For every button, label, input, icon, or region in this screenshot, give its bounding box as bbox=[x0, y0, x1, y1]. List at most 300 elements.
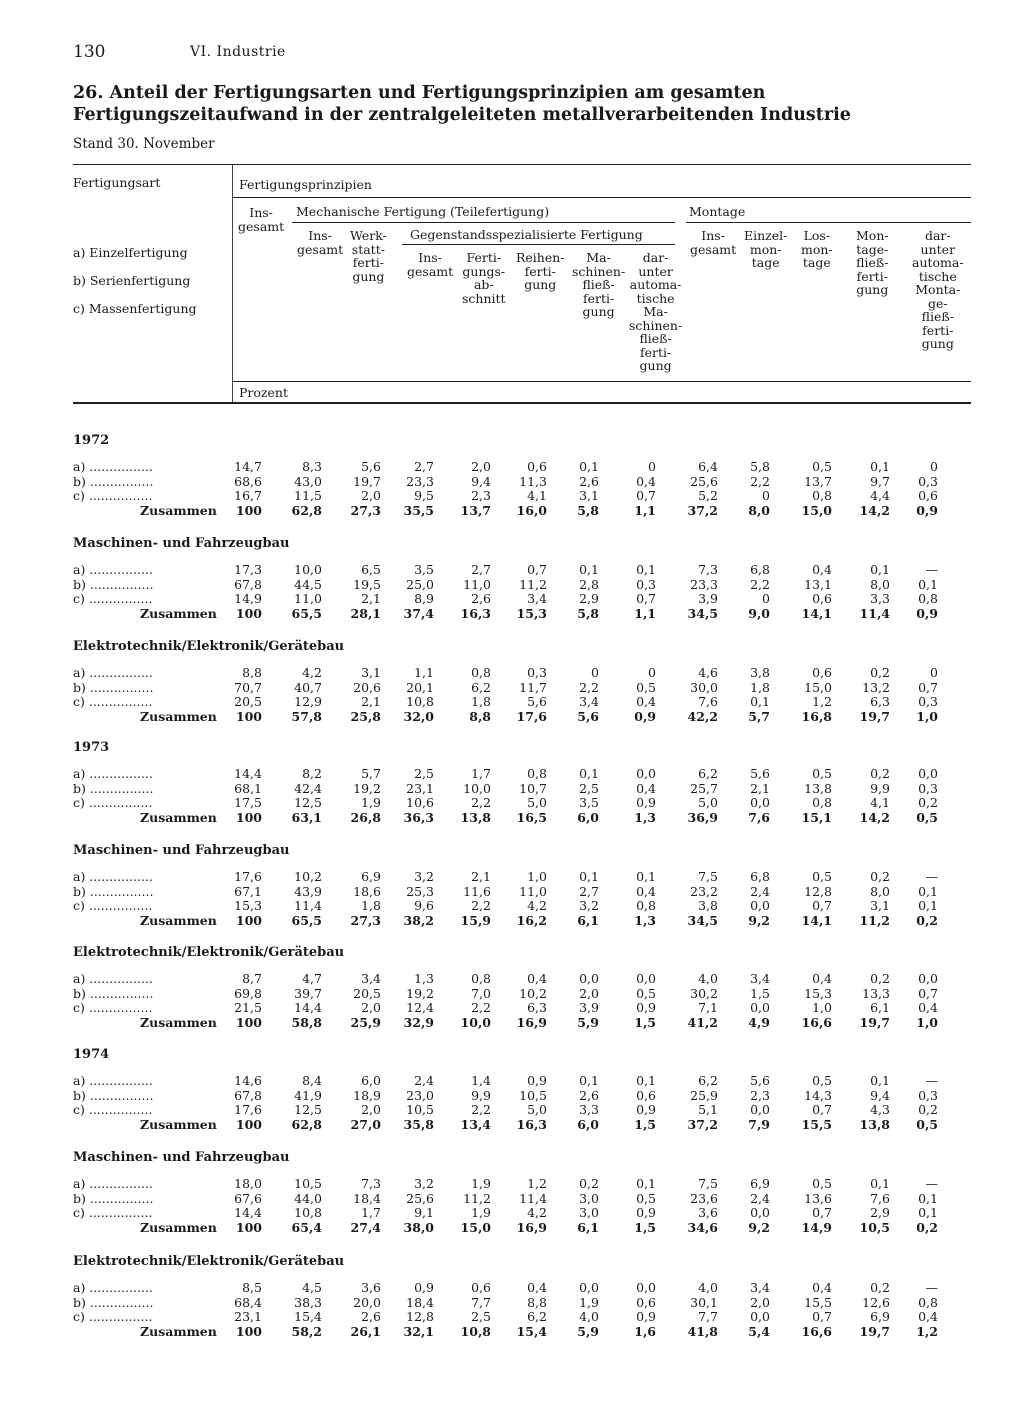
legend-serienfertigung: b) Serienfertigung bbox=[73, 273, 191, 288]
table-cell: 69,8 bbox=[234, 985, 262, 1001]
table-cell: 67,1 bbox=[234, 883, 262, 899]
table-cell: 2,3 bbox=[750, 1087, 770, 1103]
unit-label: Prozent bbox=[239, 385, 288, 400]
table-cell: 8,8 bbox=[242, 665, 262, 680]
table-cell: 0,2 bbox=[918, 795, 938, 810]
table-cell: 26,8 bbox=[350, 809, 381, 825]
table-cell: 27,0 bbox=[350, 1116, 381, 1132]
table-title: 26. Anteil der Fertigungsarten und Fertigungsprinzipien am gesamten Fertigungszeitaufwand in der zentralgeleiteten metallverarbeitenden Industrie bbox=[73, 83, 851, 125]
table-cell: 68,1 bbox=[234, 780, 262, 796]
table-cell: 0 bbox=[930, 665, 938, 680]
table-cell: 5,0 bbox=[527, 1102, 547, 1117]
table-cell: 2,5 bbox=[471, 1309, 491, 1324]
table-cell: 3,3 bbox=[579, 1102, 599, 1117]
table-cell: 9,2 bbox=[748, 1219, 770, 1235]
table-cell: 0,9 bbox=[414, 1280, 434, 1295]
table-cell: 19,7 bbox=[353, 473, 381, 489]
table-cell: 9,2 bbox=[748, 912, 770, 928]
table-cell: 2,7 bbox=[579, 883, 599, 899]
table-cell: 6,0 bbox=[361, 1073, 381, 1088]
table-cell: 3,1 bbox=[870, 898, 890, 913]
table-cell: 0,5 bbox=[812, 766, 832, 781]
table-cell: 9,1 bbox=[414, 1205, 434, 1220]
table-cell: 0 bbox=[762, 591, 770, 606]
table-row bbox=[0, 1296, 1024, 1309]
table-cell: 1,1 bbox=[634, 502, 656, 518]
table-row-total bbox=[0, 1325, 1024, 1338]
top-rule bbox=[73, 164, 971, 165]
table-cell: 23,1 bbox=[234, 1309, 262, 1324]
page-number: 130 bbox=[73, 42, 106, 62]
col-einzelmontage: Einzel- mon- tage bbox=[744, 228, 788, 270]
table-cell: 5,7 bbox=[361, 766, 381, 781]
table-cell: 100 bbox=[235, 502, 262, 518]
row-label: b) ................ bbox=[73, 576, 154, 592]
table-cell: 0,9 bbox=[636, 795, 656, 810]
row-label: a) ................ bbox=[73, 971, 153, 986]
row-label: a) ................ bbox=[73, 766, 153, 781]
table-cell: 7,7 bbox=[698, 1309, 718, 1324]
table-cell: 0,5 bbox=[636, 1190, 656, 1206]
table-cell: 0,4 bbox=[636, 473, 656, 489]
table-cell: 100 bbox=[235, 1014, 262, 1030]
gegen-group-rule bbox=[402, 244, 675, 245]
table-cell: 0,5 bbox=[916, 809, 938, 825]
table-cell: 4,2 bbox=[527, 1205, 547, 1220]
table-cell: 7,6 bbox=[748, 809, 770, 825]
table-cell: 3,1 bbox=[361, 665, 381, 680]
table-cell: 1,9 bbox=[471, 1176, 491, 1191]
table-cell: 14,4 bbox=[234, 766, 262, 781]
table-cell: 37,4 bbox=[403, 605, 434, 621]
table-cell: 20,1 bbox=[406, 679, 434, 695]
table-cell: 0,1 bbox=[636, 562, 656, 577]
table-row bbox=[0, 1192, 1024, 1205]
table-cell: 10,8 bbox=[294, 1205, 322, 1220]
table-cell: 10,0 bbox=[463, 780, 491, 796]
table-cell: 9,9 bbox=[870, 780, 890, 796]
table-cell: 8,2 bbox=[302, 766, 322, 781]
table-cell: 5,0 bbox=[527, 795, 547, 810]
table-cell: 0,0 bbox=[918, 766, 938, 781]
table-cell: 6,3 bbox=[527, 1000, 547, 1015]
table-cell: 19,7 bbox=[859, 1014, 890, 1030]
table-cell: 4,0 bbox=[579, 1309, 599, 1324]
table-cell: 0,1 bbox=[579, 766, 599, 781]
table-cell: 1,0 bbox=[812, 1000, 832, 1015]
table-cell: 19,2 bbox=[406, 985, 434, 1001]
table-cell: 36,3 bbox=[403, 809, 434, 825]
table-cell: 6,1 bbox=[577, 912, 599, 928]
table-cell: 4,2 bbox=[527, 898, 547, 913]
table-cell: 7,5 bbox=[698, 869, 718, 884]
table-cell: 6,0 bbox=[577, 1116, 599, 1132]
table-cell: 7,6 bbox=[698, 694, 718, 709]
table-cell: 0,5 bbox=[812, 869, 832, 884]
table-cell: 16,7 bbox=[234, 488, 262, 503]
row-label: Zusammen bbox=[140, 1116, 217, 1132]
table-cell: 2,4 bbox=[414, 1073, 434, 1088]
table-cell: 7,3 bbox=[698, 562, 718, 577]
table-cell: 4,2 bbox=[302, 665, 322, 680]
table-row bbox=[0, 475, 1024, 488]
table-cell: 0,2 bbox=[870, 766, 890, 781]
table-cell: 28,1 bbox=[350, 605, 381, 621]
table-cell: 44,0 bbox=[294, 1190, 322, 1206]
table-cell: 13,2 bbox=[862, 679, 890, 695]
table-cell: 23,3 bbox=[690, 576, 718, 592]
table-cell: 2,4 bbox=[750, 1190, 770, 1206]
table-cell: 2,1 bbox=[361, 694, 381, 709]
row-label: Zusammen bbox=[140, 708, 217, 724]
table-cell: 13,8 bbox=[859, 1116, 890, 1132]
table-cell: 36,9 bbox=[687, 809, 718, 825]
table-cell: 5,6 bbox=[577, 708, 599, 724]
table-cell: 10,0 bbox=[460, 1014, 491, 1030]
col-auto-maschinenfliessfertigung: dar- unter automa- tische Ma- schinen- fließ- ferti- gung bbox=[629, 250, 683, 373]
col-montagefliessfertigung: Mon- tage- fließ- ferti- gung bbox=[856, 228, 889, 297]
table-cell: 0,2 bbox=[870, 869, 890, 884]
table-cell: 1,2 bbox=[812, 694, 832, 709]
table-cell: 0,1 bbox=[579, 869, 599, 884]
table-cell: 13,8 bbox=[804, 780, 832, 796]
table-cell: 15,0 bbox=[804, 679, 832, 695]
gegen-group-heading: Gegenstandsspezialisierte Fertigung bbox=[410, 227, 643, 242]
table-cell: 1,2 bbox=[916, 1323, 938, 1339]
table-cell: 39,7 bbox=[294, 985, 322, 1001]
table-cell: 5,6 bbox=[750, 766, 770, 781]
table-cell: 20,5 bbox=[234, 694, 262, 709]
table-cell: 16,6 bbox=[801, 1323, 832, 1339]
table-cell: 3,8 bbox=[698, 898, 718, 913]
table-cell: — bbox=[925, 1176, 938, 1191]
table-cell: 3,0 bbox=[579, 1190, 599, 1206]
table-cell: 10,0 bbox=[294, 562, 322, 577]
table-cell: — bbox=[925, 869, 938, 884]
table-cell: 3,9 bbox=[579, 1000, 599, 1015]
table-cell: 12,5 bbox=[294, 1102, 322, 1117]
table-cell: 14,1 bbox=[801, 605, 832, 621]
table-cell: 5,4 bbox=[748, 1323, 770, 1339]
table-cell: 6,2 bbox=[471, 679, 491, 695]
table-cell: 4,0 bbox=[698, 1280, 718, 1295]
table-cell: 0 bbox=[591, 665, 599, 680]
table-cell: 2,5 bbox=[579, 780, 599, 796]
table-cell: 0,0 bbox=[636, 971, 656, 986]
table-cell: 13,8 bbox=[460, 809, 491, 825]
table-cell: 41,8 bbox=[687, 1323, 718, 1339]
table-subtitle: Stand 30. November bbox=[73, 136, 215, 152]
table-row-total bbox=[0, 1016, 1024, 1029]
principles-rule bbox=[232, 197, 971, 198]
table-cell: 2,0 bbox=[750, 1294, 770, 1310]
table-cell: 38,2 bbox=[403, 912, 434, 928]
table-row bbox=[0, 460, 1024, 473]
table-cell: 16,9 bbox=[516, 1219, 547, 1235]
table-cell: 0,0 bbox=[636, 1280, 656, 1295]
table-cell: 0,7 bbox=[918, 679, 938, 695]
table-cell: 8,0 bbox=[870, 883, 890, 899]
table-cell: 0 bbox=[762, 488, 770, 503]
legend-massenfertigung: c) Massenfertigung bbox=[73, 301, 197, 316]
row-label: b) ................ bbox=[73, 780, 154, 796]
table-cell: 2,0 bbox=[361, 488, 381, 503]
row-label: c) ................ bbox=[73, 591, 153, 606]
table-cell: 1,7 bbox=[471, 766, 491, 781]
table-row-total bbox=[0, 504, 1024, 517]
table-cell: 8,4 bbox=[302, 1073, 322, 1088]
table-row bbox=[0, 666, 1024, 679]
table-cell: 16,0 bbox=[516, 502, 547, 518]
table-cell: 12,8 bbox=[406, 1309, 434, 1324]
table-cell: 0,1 bbox=[579, 562, 599, 577]
table-cell: 3,4 bbox=[750, 1280, 770, 1295]
table-cell: 0,8 bbox=[918, 591, 938, 606]
row-label: a) ................ bbox=[73, 1176, 153, 1191]
section-title: Elektrotechnik/Elektronik/Gerätebau bbox=[73, 945, 345, 960]
table-cell: 2,9 bbox=[579, 591, 599, 606]
table-cell: 2,7 bbox=[471, 562, 491, 577]
row-label: c) ................ bbox=[73, 795, 153, 810]
table-cell: 1,2 bbox=[527, 1176, 547, 1191]
table-cell: 0,9 bbox=[636, 1102, 656, 1117]
table-cell: 3,2 bbox=[414, 869, 434, 884]
table-cell: 4,3 bbox=[870, 1102, 890, 1117]
table-cell: 100 bbox=[235, 605, 262, 621]
table-row bbox=[0, 695, 1024, 708]
table-cell: 7,6 bbox=[870, 1190, 890, 1206]
table-cell: 7,1 bbox=[698, 1000, 718, 1015]
table-cell: 15,9 bbox=[460, 912, 491, 928]
table-cell: 11,0 bbox=[463, 576, 491, 592]
table-cell: 100 bbox=[235, 1116, 262, 1132]
table-cell: 1,5 bbox=[634, 1219, 656, 1235]
table-cell: 9,4 bbox=[471, 473, 491, 489]
col-auto-montagefliessfertigung: dar- unter automa- tische Monta- ge- fließ- ferti- gung bbox=[912, 228, 964, 351]
table-cell: 15,3 bbox=[516, 605, 547, 621]
table-cell: 65,4 bbox=[291, 1219, 322, 1235]
table-cell: 10,5 bbox=[294, 1176, 322, 1191]
table-cell: 0,9 bbox=[634, 708, 656, 724]
table-cell: 0,1 bbox=[636, 869, 656, 884]
table-cell: 8,8 bbox=[469, 708, 491, 724]
table-cell: 5,6 bbox=[361, 459, 381, 474]
table-cell: 5,8 bbox=[577, 502, 599, 518]
table-cell: 10,5 bbox=[859, 1219, 890, 1235]
row-label: c) ................ bbox=[73, 898, 153, 913]
table-cell: 1,0 bbox=[916, 708, 938, 724]
table-cell: — bbox=[925, 562, 938, 577]
table-cell: 0,2 bbox=[579, 1176, 599, 1191]
table-cell: 3,8 bbox=[750, 665, 770, 680]
table-cell: 38,3 bbox=[294, 1294, 322, 1310]
table-cell: 0,2 bbox=[916, 1219, 938, 1235]
table-cell: 11,4 bbox=[519, 1190, 547, 1206]
table-cell: 4,1 bbox=[527, 488, 547, 503]
table-row bbox=[0, 782, 1024, 795]
table-cell: 100 bbox=[235, 809, 262, 825]
table-cell: 4,9 bbox=[748, 1014, 770, 1030]
table-cell: 0,4 bbox=[812, 562, 832, 577]
table-cell: 2,1 bbox=[471, 869, 491, 884]
table-cell: 7,0 bbox=[471, 985, 491, 1001]
table-cell: 15,1 bbox=[801, 809, 832, 825]
col-mech-insgesamt: Ins- gesamt bbox=[297, 228, 344, 257]
table-cell: 0,1 bbox=[918, 898, 938, 913]
table-row bbox=[0, 1074, 1024, 1087]
table-cell: 16,9 bbox=[516, 1014, 547, 1030]
row-label: Zusammen bbox=[140, 1219, 217, 1235]
table-cell: 0 bbox=[648, 459, 656, 474]
row-label: b) ................ bbox=[73, 1190, 154, 1206]
table-cell: 11,2 bbox=[519, 576, 547, 592]
table-cell: 0,4 bbox=[636, 780, 656, 796]
table-cell: 30,2 bbox=[690, 985, 718, 1001]
row-label: b) ................ bbox=[73, 473, 154, 489]
table-cell: 10,8 bbox=[460, 1323, 491, 1339]
table-cell: 0,6 bbox=[636, 1294, 656, 1310]
table-cell: 0,6 bbox=[812, 665, 832, 680]
table-cell: 15,5 bbox=[804, 1294, 832, 1310]
table-cell: 23,3 bbox=[406, 473, 434, 489]
table-cell: 6,3 bbox=[870, 694, 890, 709]
table-cell: 3,6 bbox=[361, 1280, 381, 1295]
table-cell: 0,1 bbox=[870, 562, 890, 577]
table-cell: 38,0 bbox=[403, 1219, 434, 1235]
table-cell: — bbox=[925, 1073, 938, 1088]
table-cell: 0,7 bbox=[812, 1102, 832, 1117]
table-cell: 58,2 bbox=[291, 1323, 322, 1339]
table-cell: 9,6 bbox=[414, 898, 434, 913]
table-cell: 0,5 bbox=[636, 985, 656, 1001]
table-cell: 16,5 bbox=[516, 809, 547, 825]
table-cell: 0,4 bbox=[636, 883, 656, 899]
table-cell: 5,2 bbox=[698, 488, 718, 503]
table-cell: 27,3 bbox=[350, 912, 381, 928]
fertigungsart-heading: Fertigungsart bbox=[73, 175, 161, 190]
table-cell: 1,0 bbox=[527, 869, 547, 884]
table-row-total bbox=[0, 710, 1024, 723]
table-cell: 12,4 bbox=[406, 1000, 434, 1015]
table-row bbox=[0, 1089, 1024, 1102]
row-label: Zusammen bbox=[140, 1014, 217, 1030]
table-cell: 19,7 bbox=[859, 708, 890, 724]
table-cell: 7,3 bbox=[361, 1176, 381, 1191]
table-cell: 0,8 bbox=[471, 665, 491, 680]
table-cell: 0,3 bbox=[636, 576, 656, 592]
row-label: b) ................ bbox=[73, 1294, 154, 1310]
table-cell: 0,6 bbox=[471, 1280, 491, 1295]
table-cell: 30,0 bbox=[690, 679, 718, 695]
table-cell: 2,0 bbox=[361, 1102, 381, 1117]
table-cell: 0,6 bbox=[918, 488, 938, 503]
table-cell: 0,2 bbox=[870, 1280, 890, 1295]
table-cell: 14,7 bbox=[234, 459, 262, 474]
table-cell: 0 bbox=[648, 665, 656, 680]
table-cell: 2,2 bbox=[471, 1000, 491, 1015]
section-title: Maschinen- und Fahrzeugbau bbox=[73, 536, 290, 551]
table-cell: 17,5 bbox=[234, 795, 262, 810]
table-cell: 6,2 bbox=[527, 1309, 547, 1324]
table-cell: 25,9 bbox=[690, 1087, 718, 1103]
table-cell: 0,1 bbox=[918, 576, 938, 592]
table-cell: 37,2 bbox=[687, 1116, 718, 1132]
table-cell: 11,6 bbox=[463, 883, 491, 899]
table-cell: 20,5 bbox=[353, 985, 381, 1001]
table-cell: 34,5 bbox=[687, 912, 718, 928]
table-cell: 0,9 bbox=[636, 1000, 656, 1015]
table-row-total bbox=[0, 607, 1024, 620]
table-cell: 21,5 bbox=[234, 1000, 262, 1015]
table-cell: 42,4 bbox=[294, 780, 322, 796]
table-cell: 41,2 bbox=[687, 1014, 718, 1030]
table-cell: 11,4 bbox=[294, 898, 322, 913]
table-cell: 1,3 bbox=[634, 912, 656, 928]
table-cell: 26,1 bbox=[350, 1323, 381, 1339]
table-cell: 19,7 bbox=[859, 1323, 890, 1339]
col-fertigungsabschnitt: Ferti- gungs- ab- schnitt bbox=[462, 250, 506, 306]
table-cell: 3,5 bbox=[579, 795, 599, 810]
table-cell: 0,7 bbox=[812, 1205, 832, 1220]
table-cell: 2,6 bbox=[361, 1309, 381, 1324]
table-cell: 0,1 bbox=[636, 1176, 656, 1191]
table-row bbox=[0, 1177, 1024, 1190]
table-cell: 18,6 bbox=[353, 883, 381, 899]
table-cell: 16,2 bbox=[516, 912, 547, 928]
table-cell: 0,9 bbox=[527, 1073, 547, 1088]
table-cell: 11,0 bbox=[294, 591, 322, 606]
table-cell: 14,4 bbox=[294, 1000, 322, 1015]
table-cell: 20,6 bbox=[353, 679, 381, 695]
table-cell: 2,2 bbox=[471, 898, 491, 913]
table-cell: 2,6 bbox=[579, 1087, 599, 1103]
table-row bbox=[0, 767, 1024, 780]
table-cell: 0,7 bbox=[812, 898, 832, 913]
table-cell: 100 bbox=[235, 1323, 262, 1339]
table-cell: 0,0 bbox=[579, 971, 599, 986]
table-cell: 25,0 bbox=[406, 576, 434, 592]
table-cell: 3,0 bbox=[579, 1205, 599, 1220]
table-cell: 0,2 bbox=[916, 912, 938, 928]
table-cell: 0,8 bbox=[471, 971, 491, 986]
montage-group-heading: Montage bbox=[689, 204, 746, 219]
table-row bbox=[0, 885, 1024, 898]
table-cell: 0,5 bbox=[812, 1073, 832, 1088]
table-cell: 6,9 bbox=[750, 1176, 770, 1191]
table-cell: 10,5 bbox=[406, 1102, 434, 1117]
table-cell: 58,8 bbox=[291, 1014, 322, 1030]
table-cell: 1,8 bbox=[361, 898, 381, 913]
table-row bbox=[0, 578, 1024, 591]
table-cell: 2,2 bbox=[750, 576, 770, 592]
table-cell: 1,9 bbox=[579, 1294, 599, 1310]
row-label: c) ................ bbox=[73, 694, 153, 709]
table-cell: 6,1 bbox=[577, 1219, 599, 1235]
table-cell: 6,1 bbox=[870, 1000, 890, 1015]
table-cell: 5,6 bbox=[750, 1073, 770, 1088]
table-cell: 15,4 bbox=[516, 1323, 547, 1339]
section-title: 1974 bbox=[73, 1047, 110, 1062]
table-cell: 2,3 bbox=[471, 488, 491, 503]
table-cell: 9,4 bbox=[870, 1087, 890, 1103]
table-cell: 4,5 bbox=[302, 1280, 322, 1295]
table-cell: 14,2 bbox=[859, 809, 890, 825]
table-cell: 67,8 bbox=[234, 1087, 262, 1103]
table-cell: 6,0 bbox=[577, 809, 599, 825]
section-title: Maschinen- und Fahrzeugbau bbox=[73, 843, 290, 858]
table-cell: 17,6 bbox=[234, 869, 262, 884]
header-bottom-rule bbox=[73, 402, 971, 404]
